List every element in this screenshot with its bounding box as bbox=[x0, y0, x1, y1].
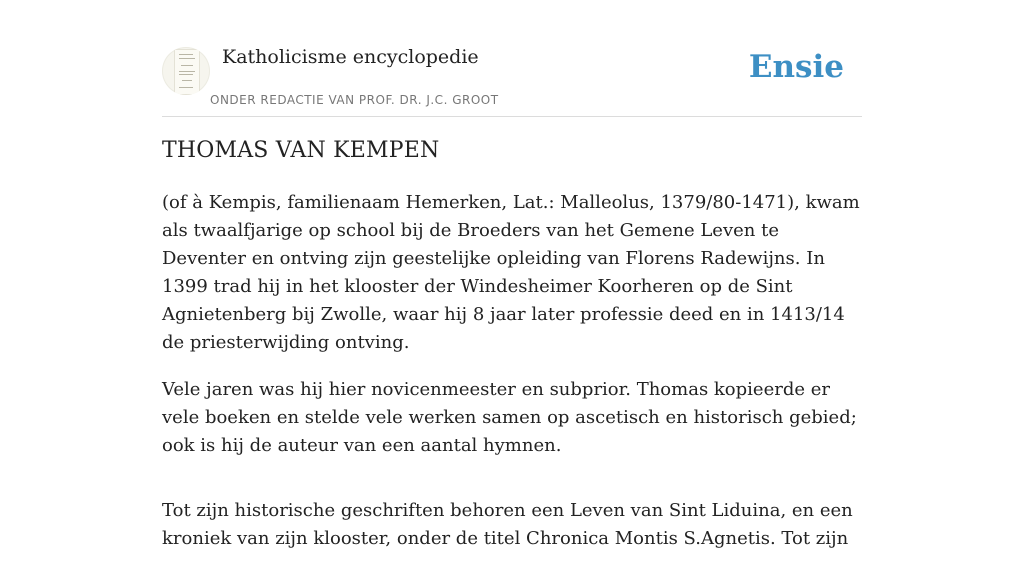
article-title: THOMAS VAN KEMPEN bbox=[162, 138, 440, 163]
book-title[interactable]: Katholicisme encyclopedie bbox=[222, 46, 479, 68]
ensie-logo[interactable]: Ensie bbox=[748, 49, 844, 85]
site-header bbox=[162, 44, 862, 117]
article bbox=[162, 138, 862, 572]
article-paragraph: Vele jaren was hij hier novicenmeester en subprior. Thomas kopieerde er vele boeken en stelde vele werken samen op ascetisch en historisch gebied; ook is hij de auteur van een aantal hymnen. bbox=[162, 379, 857, 456]
book-cover-thumbnail[interactable] bbox=[162, 47, 210, 95]
editor-subtitle: ONDER REDACTIE VAN PROF. DR. J.C. GROOT bbox=[210, 93, 499, 107]
article-paragraph: Tot zijn historische geschriften behoren een Leven van Sint Liduina, en een kroniek van zijn klooster, onder de titel Chronica Montis S.Agnetis. Tot zijn bbox=[162, 500, 853, 549]
article-paragraph: (of à Kempis, familienaam Hemerken, Lat.: Malleolus, 1379/80-1471), kwam als twaalfjarige op school bij de Broeders van het Gemene Leven te Deventer en ontving zijn geestelijke opleiding van Florens Radewijns. In 1399 trad hij in het klooster der Windesheimer Koorheren op de Sint Agnietenberg bij Zwolle, waar hij 8 jaar later professie deed en in 1413/14 de priesterwijding ontving. bbox=[162, 192, 860, 353]
cover-page-sheet bbox=[174, 49, 200, 95]
